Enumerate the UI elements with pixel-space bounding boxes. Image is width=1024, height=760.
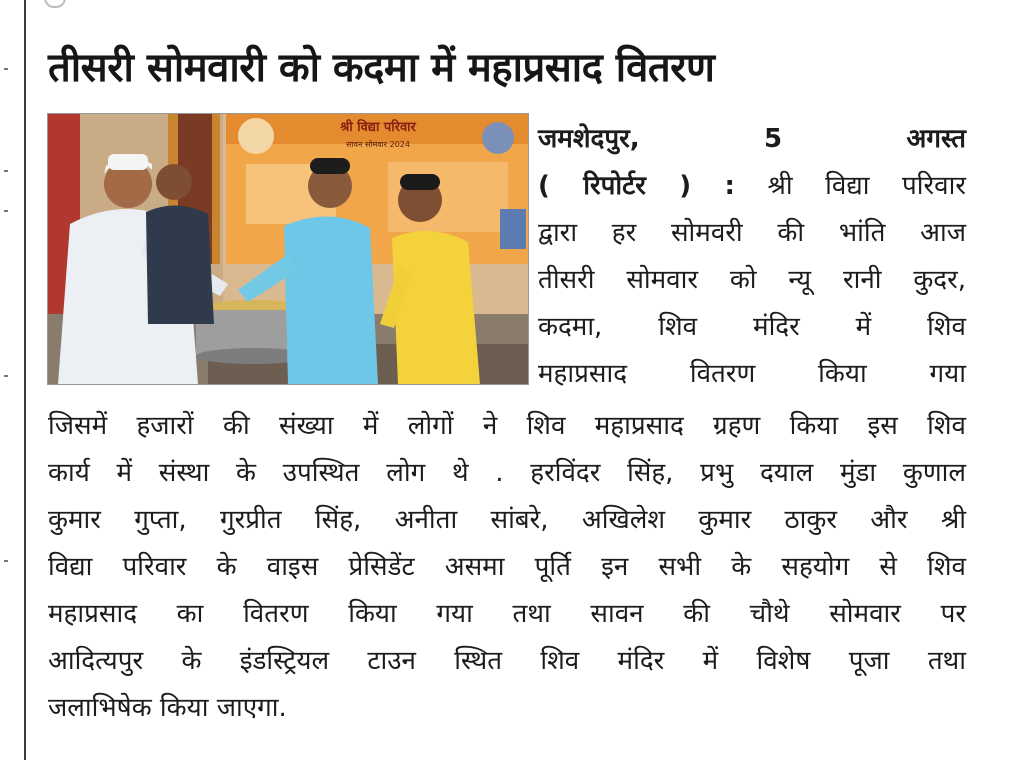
margin-tick — [4, 375, 8, 377]
margin-tick — [4, 210, 8, 212]
headline: तीसरी सोमवारी को कदमा में महाप्रसाद वितरण — [48, 45, 715, 91]
lead-line — [538, 163, 966, 210]
dateline-place: जमशेदपुर, — [538, 124, 640, 154]
body-line: कार्य में संस्था के उपस्थित लोग थे . हरविंदर सिंह, प्रभु दयाल मुंडा कुणाल — [48, 458, 966, 488]
dateline-month: अगस्त — [906, 124, 966, 154]
lead-line: तीसरी सोमवार को न्यू रानी कुदर, — [538, 265, 966, 295]
body-line: आदित्यपुर के इंडस्ट्रियल टाउन स्थित शिव मंदिर में विशेष पूजा तथा — [48, 646, 966, 676]
column-rule — [24, 0, 26, 760]
lead-line: कदमा, शिव मंदिर में शिव — [538, 312, 966, 342]
dateline-day: 5 — [764, 124, 783, 154]
reporter-credit: ( रिपोर्टर ) : — [538, 171, 735, 201]
margin-tick — [4, 68, 8, 70]
banner-title: श्री विद्या परिवार — [340, 120, 416, 135]
lead-line-text: श्री विद्या परिवार — [767, 171, 966, 201]
body-line: जलाभिषेक किया जाएगा. — [48, 693, 287, 723]
lead-line: द्वारा हर सोमवरी की भांति आज — [538, 218, 966, 248]
margin-tick — [4, 560, 8, 562]
body-line: कुमार गुप्ता, गुरप्रीत सिंह, अनीता सांबरे, अखिलेश कुमार ठाकुर और श्री — [48, 505, 966, 535]
page-top-mark — [44, 0, 66, 8]
body-line: जिसमें हजारों की संख्या में लोगों ने शिव महाप्रसाद ग्रहण किया इस शिव — [48, 411, 966, 441]
body-line: विद्या परिवार के वाइस प्रेसिडेंट असमा पूर्ति इन सभी के सहयोग से शिव — [48, 552, 966, 582]
banner-subtitle: सावन सोमवार 2024 — [346, 140, 410, 149]
news-photo — [48, 114, 528, 384]
margin-tick — [4, 170, 8, 172]
lead-line: महाप्रसाद वितरण किया गया — [538, 359, 966, 389]
body-line: महाप्रसाद का वितरण किया गया तथा सावन की चौथे सोमवार पर — [48, 599, 966, 629]
lead-paragraph — [538, 116, 966, 398]
dateline — [538, 116, 966, 163]
article-body — [48, 403, 966, 732]
